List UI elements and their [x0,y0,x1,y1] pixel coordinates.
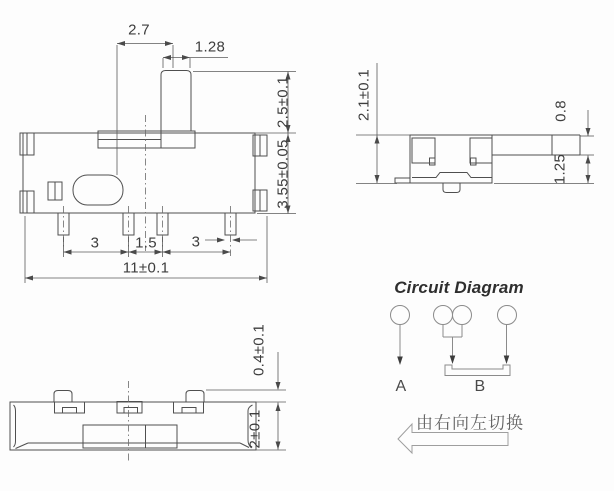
slider-track [98,131,195,148]
dim-terminal-height-label: 1.25 [551,153,569,185]
dim-overall-width-label: 11±0.1 [122,259,170,277]
terminal-circle-3 [453,306,472,325]
wire-arrowhead-a [397,357,403,366]
dim-knob-width-label: 1.28 [194,38,226,56]
terminal-b-label: B [474,378,486,395]
dim-body-thickness-label: 2±0.1 [246,409,264,449]
terminal-circle-1 [391,306,410,325]
inner-contact-window [48,182,62,200]
dim-pin-spacing-center-label: 1.5 [135,234,157,252]
dim-pin-spacing-right-label: 3 [191,233,201,251]
dim-body-height-label: 3.55±0.05 [274,139,292,209]
wire-arrowhead-b2 [504,356,510,365]
switch-direction-note: 由右向左切换 [416,413,524,433]
left-end-cap [14,405,16,447]
terminal-circle-2 [434,306,453,325]
circuit-diagram-title: Circuit Diagram [394,278,524,297]
dim-slider-travel-label: 2.7 [128,21,150,39]
movable-contact-profile [412,173,492,178]
wire-arrowhead-b1 [450,356,456,365]
side-contact-clip-right [470,138,492,165]
side-body-outline [410,135,492,183]
slider-block-bottom [83,425,177,448]
side-terminal-strip [492,135,580,155]
mounting-tab-right [174,391,205,414]
corner-pad-bottom-left [20,191,34,213]
dim-overall-height-label: 2.1±0.1 [355,68,373,122]
left-mounting-flange [395,178,410,183]
corner-pad-top-left [20,133,34,155]
side-contact-clip-left [412,138,435,165]
bottom-view [10,381,256,462]
front-view [20,71,267,257]
bottom-locating-boss [443,183,460,193]
dim-pin-spacing-left-label: 3 [90,234,100,252]
common-contact-bracket [445,365,510,376]
terminal-a-label: A [395,378,407,395]
mounting-tab-center [117,402,142,414]
terminal-circle-4 [498,306,517,325]
oval-detent-hole [73,175,123,205]
switch-body-outline [23,133,255,213]
dim-knob-height-label: 2.5±0.1 [274,75,292,129]
circuit-diagram [391,306,517,376]
mounting-tab-left [54,391,85,414]
dim-tab-height-label: 0.4±0.1 [250,323,268,377]
dim-terminal-thickness-label: 0.8 [552,100,570,122]
slider-knob [161,71,191,132]
